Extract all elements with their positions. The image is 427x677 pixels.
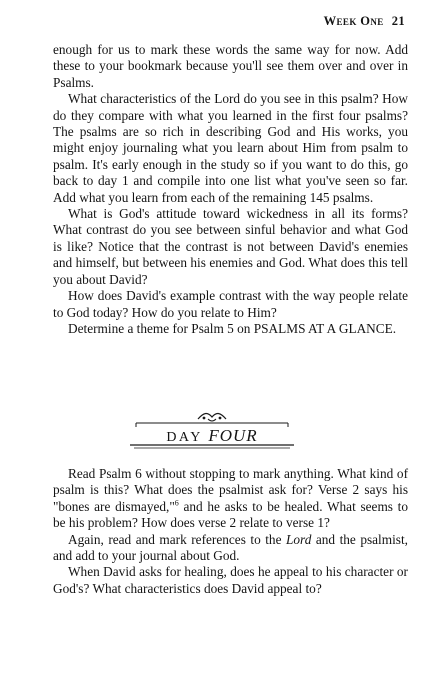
paragraph: How does David's example contrast with the way people relate to God today? How do you relate to Him? <box>53 288 408 320</box>
text-run: Read Psalm 6 without stopping to mark anything. What kind of psalm is this? What does the psalmist ask for? Verse 2 says his "bones are dismayed," <box>53 466 408 514</box>
running-title: Week One <box>323 14 384 28</box>
emphasized-word: Lord <box>285 531 312 547</box>
text-run: Again, read and mark references to the <box>68 531 286 547</box>
day-word: DAY <box>166 430 203 445</box>
paragraph <box>53 466 408 532</box>
paragraph: When David asks for healing, does he appeal to his character or God's? What characteristics does David appeal to? <box>53 564 408 596</box>
paragraph: enough for us to mark these words the same way for now. Add these to your bookmark because you'll see them over and over in Psalms. <box>53 42 408 90</box>
day-title <box>128 426 296 446</box>
day-three-text <box>53 42 408 337</box>
page-number: 21 <box>391 14 405 28</box>
footnote-marker: 6 <box>174 498 179 508</box>
paragraph <box>53 532 408 565</box>
paragraph: What is God's attitude toward wickedness in all its forms? What contrast do you see between sinful behavior and what God is like? Notice that the contrast is not between David's enemies and himself, but between his enemies and God. What does this tell you about David? <box>53 206 408 287</box>
text-run: and he asks to be healed. What seems to be his problem? How does verse 2 relate to verse 1? <box>53 498 409 531</box>
day-four-heading <box>128 410 296 450</box>
day-four-text <box>53 466 408 597</box>
paragraph: What characteristics of the Lord do you see in this psalm? How do they compare with what you learned in the first four psalms? The psalms are so rich in describing God and His works, you might enjoy journaling what you learn about Him from psalm to psalm. It's early enough in the study so if you want to do this, go back to day 1 and compile into one list what you've seen so far. Add what you learn from each of the remaining 145 psalms. <box>53 91 408 205</box>
running-head <box>324 14 405 29</box>
text-run: and the psalmist, and add to your journal about God. <box>53 531 408 564</box>
four-word: FOUR <box>208 426 258 445</box>
paragraph: Determine a theme for Psalm 5 on PSALMS AT A GLANCE. <box>68 320 397 336</box>
